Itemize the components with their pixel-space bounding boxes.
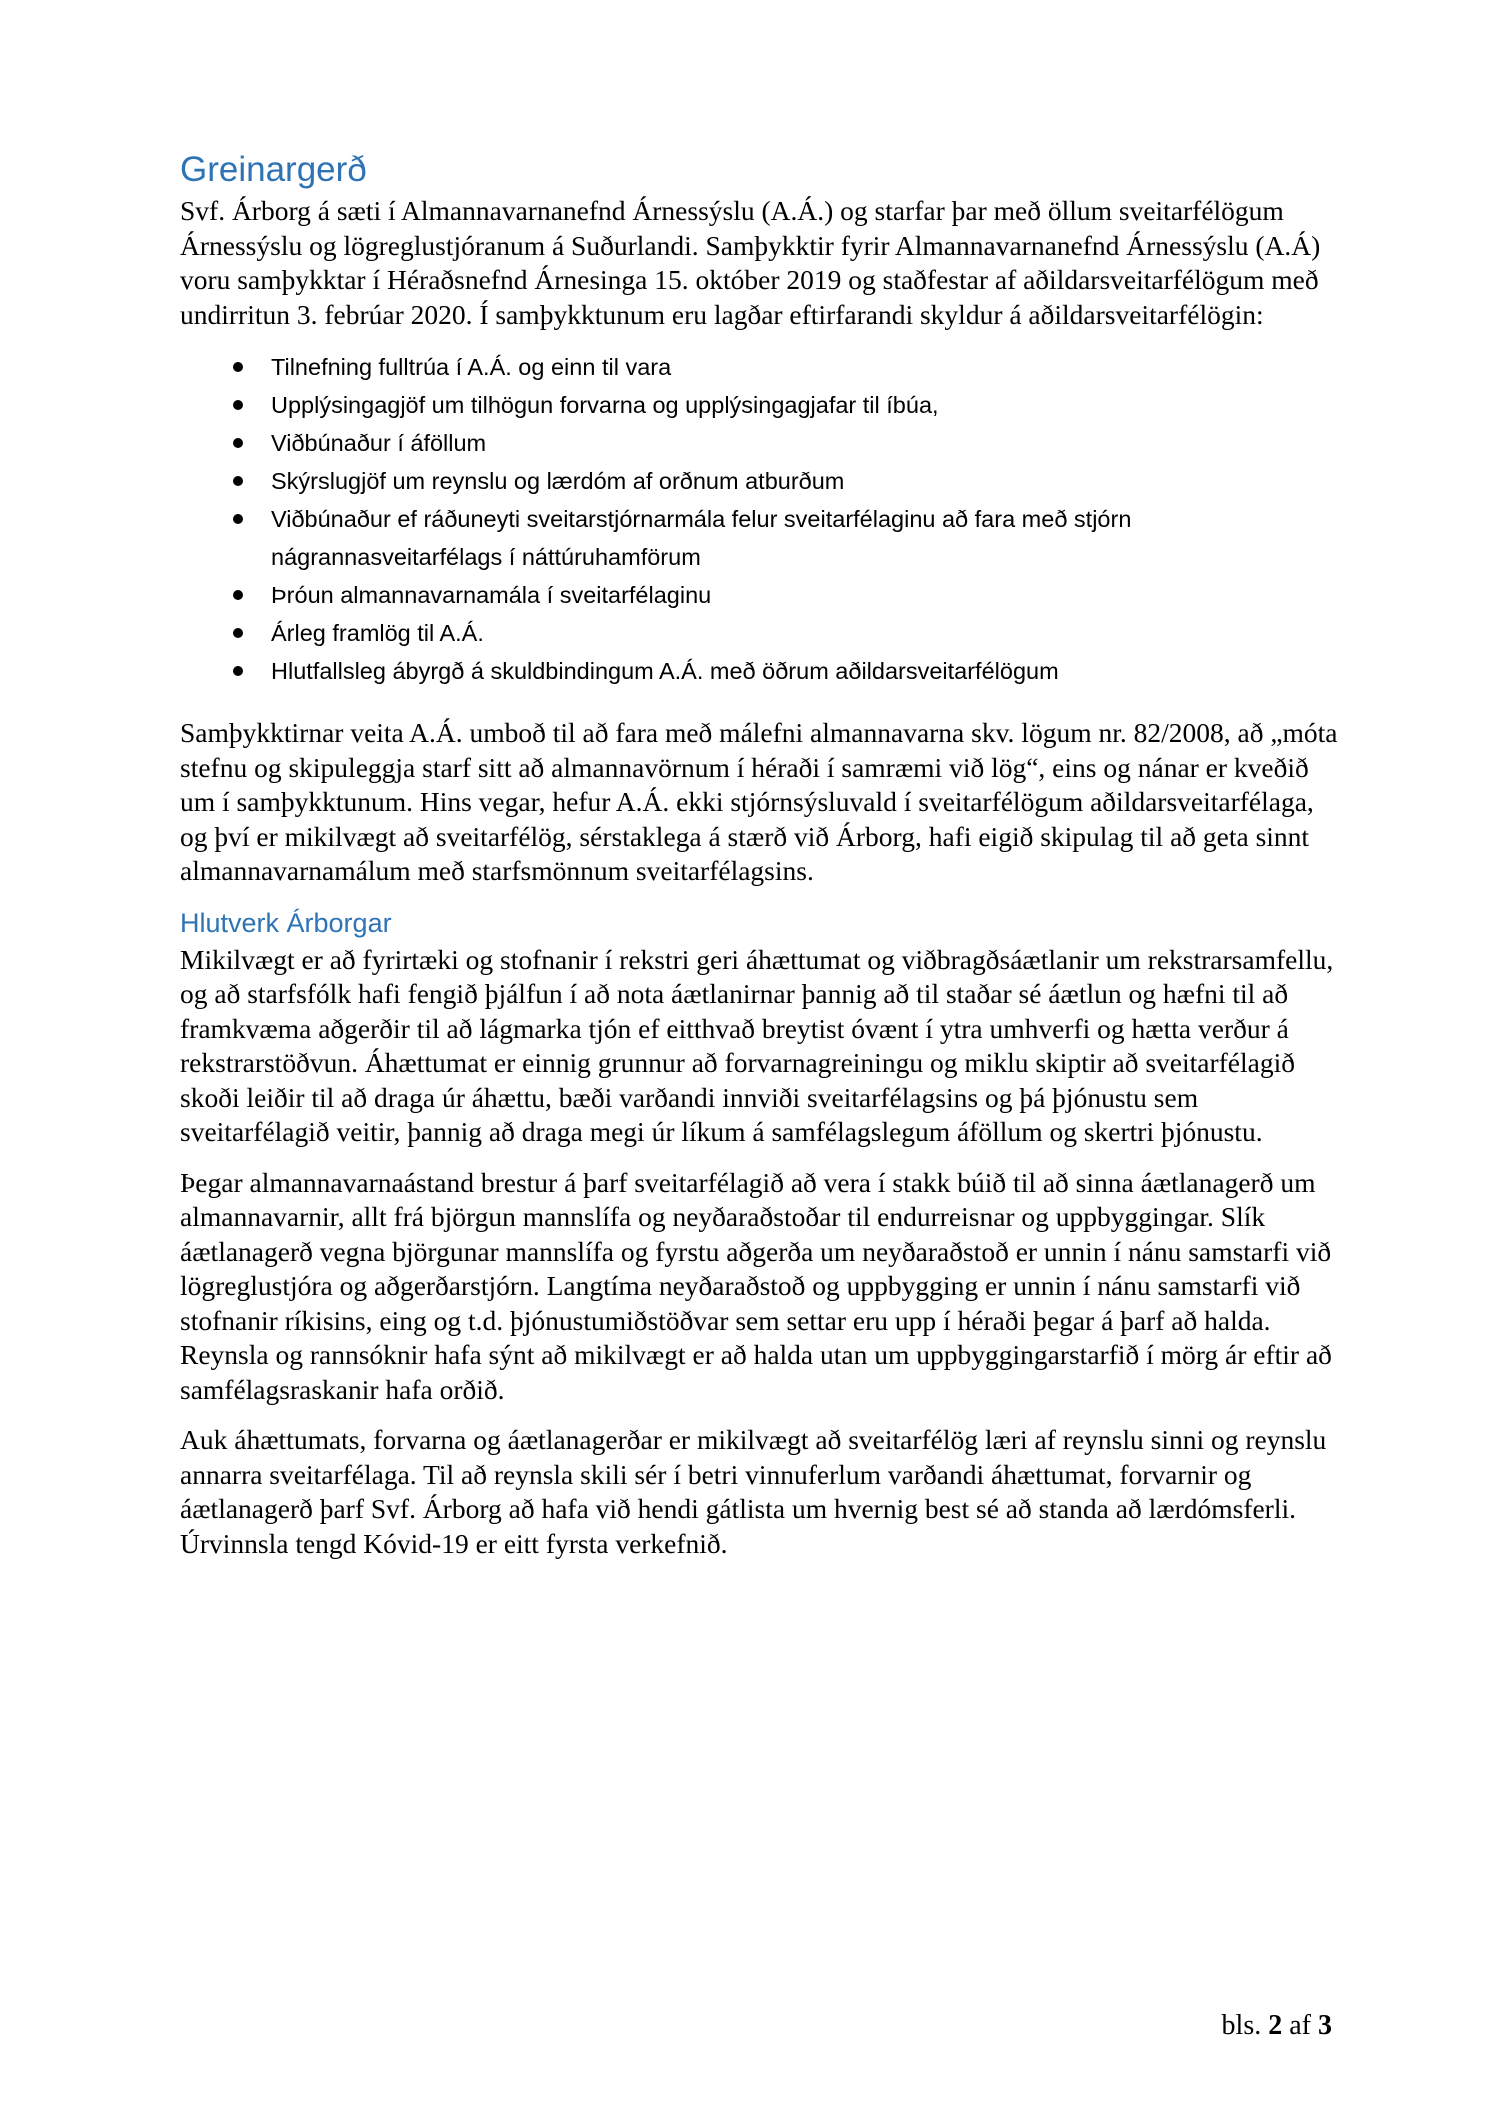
current-page: 2 <box>1268 2010 1283 2041</box>
page-number-prefix: bls. <box>1221 2010 1262 2041</box>
total-pages: 3 <box>1318 2010 1332 2041</box>
bullet-icon <box>233 628 243 638</box>
page-number <box>1222 2010 1332 2042</box>
list-item <box>180 652 1340 690</box>
list-item-text: Þróun almannavarnamála í sveitarfélaginu <box>271 582 712 608</box>
document-content <box>180 148 1340 1577</box>
body-paragraph: Auk áhættumats, forvarna og áætlanagerðar er mikilvægt að sveitarfélög læri af reynslu sinni og reynslu annarra sveitarfélaga. Til að reynsla skili sér í betri vinnuferlum varðandi áhættumat, forvarnir og áætlanagerð þarf Svf. Árborg að hafa við hendi gátlista um hvernig best sé að standa að lærdómsferli. Úrvinnsla tengd Kóvid-19 er eitt fyrsta verkefnið. <box>180 1424 1327 1559</box>
page-number-separator: af <box>1289 2010 1311 2041</box>
list-item <box>180 576 1340 614</box>
list-item-text: Árleg framlög til A.Á. <box>271 620 484 646</box>
bullet-icon <box>233 400 243 410</box>
intro-paragraph: Svf. Árborg á sæti í Almannavarnanefnd Árnessýslu (A.Á.) og starfar þar með öllum sveitarfélögum Árnessýslu og lögreglustjóranum á Suðurlandi. Samþykktir fyrir Almannavarnanefnd Árnessýslu (A.Á) voru samþykktar í Héraðsnefnd Árnesinga 15. október 2019 og staðfestar af aðildarsveitarfélögum með undirritun 3. febrúar 2020. Í samþykktunum eru lagðar eftirfarandi skyldur á aðildarsveitarfélögin: <box>180 195 1321 330</box>
list-item-text: Viðbúnaður í áföllum <box>271 430 487 456</box>
list-item <box>180 500 1340 576</box>
bullet-icon <box>233 590 243 600</box>
bullet-icon <box>233 476 243 486</box>
list-item-text: Viðbúnaður ef ráðuneyti sveitarstjórnarmála felur sveitarfélaginu að fara með stjórn nágrannasveitarfélags í náttúruhamförum <box>271 506 1132 570</box>
list-item <box>180 424 1340 462</box>
bullet-icon <box>233 514 243 524</box>
section-heading: Hlutverk Árborgar <box>180 907 392 938</box>
list-item <box>180 386 1340 424</box>
list-item <box>180 462 1340 500</box>
body-paragraph: Þegar almannavarnaástand brestur á þarf sveitarfélagið að vera í stakk búið til að sinna áætlanagerð um almannavarnir, allt frá björgun mannslífa og neyðaraðstoðar til endurreisnar og uppbyggingar. Slík áætlanagerð vegna björgunar mannslífa og fyrstu aðgerða um neyðaraðstoð er unnin í nánu samstarfi við lögreglustjóra og aðgerðarstjórn. Langtíma neyðaraðstoð og uppbygging er unnin í nánu samstarfi við stofnanir ríkisins, eing og t.d. þjónustumiðstöðvar sem settar eru upp í héraði þegar á þarf að halda. Reynsla og rannsóknir hafa sýnt að mikilvægt er að halda utan um uppbyggingarstarfið í mörg ár eftir að samfélagsraskanir hafa orðið. <box>180 1166 1332 1405</box>
bullet-icon <box>233 666 243 676</box>
page-title: Greinargerð <box>180 150 367 189</box>
list-item-text: Hlutfallsleg ábyrgð á skuldbindingum A.Á. með öðrum aðildarsveitarfélögum <box>271 658 1059 684</box>
duties-list <box>180 348 1340 690</box>
list-item <box>180 614 1340 652</box>
list-item <box>180 348 1340 386</box>
list-item-text: Upplýsingagjöf um tilhögun forvarna og upplýsingagjafar til íbúa, <box>271 392 939 418</box>
body-paragraph: Mikilvægt er að fyrirtæki og stofnanir í rekstri geri áhættumat og viðbragðsáætlanir um rekstrarsamfellu, og að starfsfólk hafi fengið þjálfun í að nota áætlanirnar þannig að til staðar sé áætlun og hæfni til að framkvæma aðgerðir til að lágmarka tjón ef eitthvað breytist óvænt í ytra umhverfi og hætta verður á rekstrarstöðvun. Áhættumat er einnig grunnur að forvarnagreiningu og miklu skiptir að sveitarfélagið skoði leiðir til að draga úr áhættu, bæði varðandi innviði sveitarfélagsins og þá þjónustu sem sveitarfélagið veitir, þannig að draga megi úr líkum á samfélagslegum áföllum og skertri þjónustu. <box>180 943 1334 1147</box>
bullet-icon <box>233 362 243 372</box>
bullet-icon <box>233 438 243 448</box>
list-item-text: Tilnefning fulltrúa í A.Á. og einn til vara <box>271 354 672 380</box>
mandate-paragraph: Samþykktirnar veita A.Á. umboð til að fara með málefni almannavarna skv. lögum nr. 82/2008, að „móta stefnu og skipuleggja starf sitt að almannavörnum í héraði í samræmi við lög“, eins og nánar er kveðið um í samþykktunum. Hins vegar, hefur A.Á. ekki stjórnsýsluvald í sveitarfélögum aðildarsveitarfélaga, og því er mikilvægt að sveitarfélög, sérstaklega á stærð við Árborg, hafi eigið skipulag til að geta sinnt almannavarnamálum með starfsmönnum sveitarfélagsins. <box>180 717 1338 886</box>
list-item-text: Skýrslugjöf um reynslu og lærdóm af orðnum atburðum <box>271 468 845 494</box>
